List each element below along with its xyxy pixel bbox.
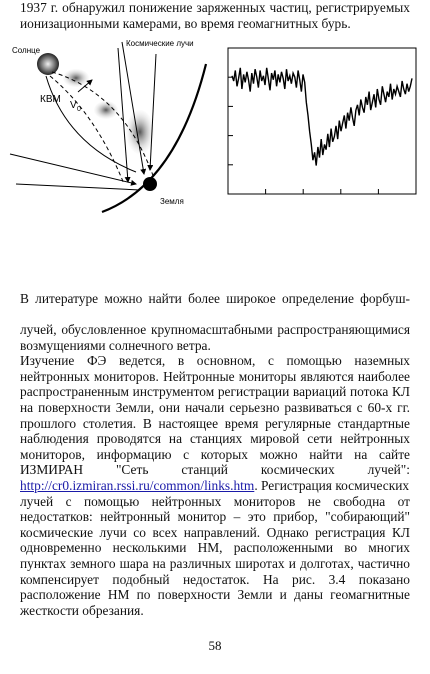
- top-line-1: 1937 г. обнаружил понижение заряженных частиц, регистрируемых: [20, 0, 410, 15]
- body-line: Изучение ФЭ ведется, в основном, с помощью наземных: [20, 353, 410, 369]
- body-line: наблюдения проводятся на станциях мировой сети нейтронных: [20, 431, 410, 447]
- earth-icon: [143, 177, 157, 191]
- izmiran-link[interactable]: http://cr0.izmiran.rssi.ru/common/links.htm: [20, 478, 255, 493]
- body-line: недостатков: нейтронный монитор – это прибор, "собирающий": [20, 509, 410, 525]
- body-line: распространенным инструментом регистрации вариаций потока КЛ: [20, 384, 410, 400]
- series-line: [232, 68, 412, 166]
- paragraph-line: В литературе можно найти более широкое определение форбуш-: [20, 291, 410, 306]
- body-line: расположение НМ по поверхности Земли и даны геомагнитные: [20, 587, 410, 603]
- chart-frame: [228, 48, 416, 194]
- body-line: ИЗМИРАН "Сеть станций космических лучей":: [20, 462, 410, 478]
- body-line: лучей, обусловленное крупномасштабными распространяющимися: [20, 322, 410, 337]
- link-trailing-text: . Регистрация космических: [254, 478, 410, 493]
- body-line: пунктах земного шара на различных широтах и долготах, частично: [20, 556, 410, 571]
- velocity-label: V: [70, 100, 77, 111]
- page-number: 58: [208, 638, 222, 653]
- top-line-2: ионизационными камерами, во время геомагнитных бурь.: [20, 16, 351, 31]
- sun-icon: [37, 53, 59, 75]
- sun-label: Солнце: [12, 46, 41, 55]
- forbush-decrease-chart: [222, 44, 422, 196]
- body-line: [20, 478, 410, 494]
- cme-blob: [63, 69, 89, 87]
- body-line: компенсирует подобный недостаток. На рис. 3.4 показано: [20, 571, 410, 587]
- body-line: космические лучи со всех направлений. Однако регистрация КЛ: [20, 524, 410, 540]
- earth-label: Земля: [160, 197, 184, 206]
- body-line: прошлого столетия. В настоящее время регулярные стандартные: [20, 415, 410, 431]
- body-line: нейтронных мониторов. Нейтронные мониторы являются наиболее: [20, 368, 410, 384]
- forbush-diagram: [6, 34, 222, 234]
- velocity-subscript: 0: [77, 106, 81, 113]
- cosmic-rays-label: Космические лучи: [126, 39, 194, 48]
- body-line: жесткости обрезания.: [20, 602, 144, 618]
- body-line: мониторов, информацию с которых можно найти на сайте: [20, 446, 410, 462]
- body-line: на поверхности Земли, они начали серьезно развиваться с 60-х гг.: [20, 400, 410, 415]
- body-line: одновременно несколькими НМ, расположенными во многих: [20, 540, 410, 556]
- body-line: возмущениями солнечного ветра.: [20, 337, 211, 353]
- cme-label: КВМ: [40, 94, 61, 105]
- body-line: лучей с помощью нейтронных мониторов не свободна от: [20, 493, 410, 509]
